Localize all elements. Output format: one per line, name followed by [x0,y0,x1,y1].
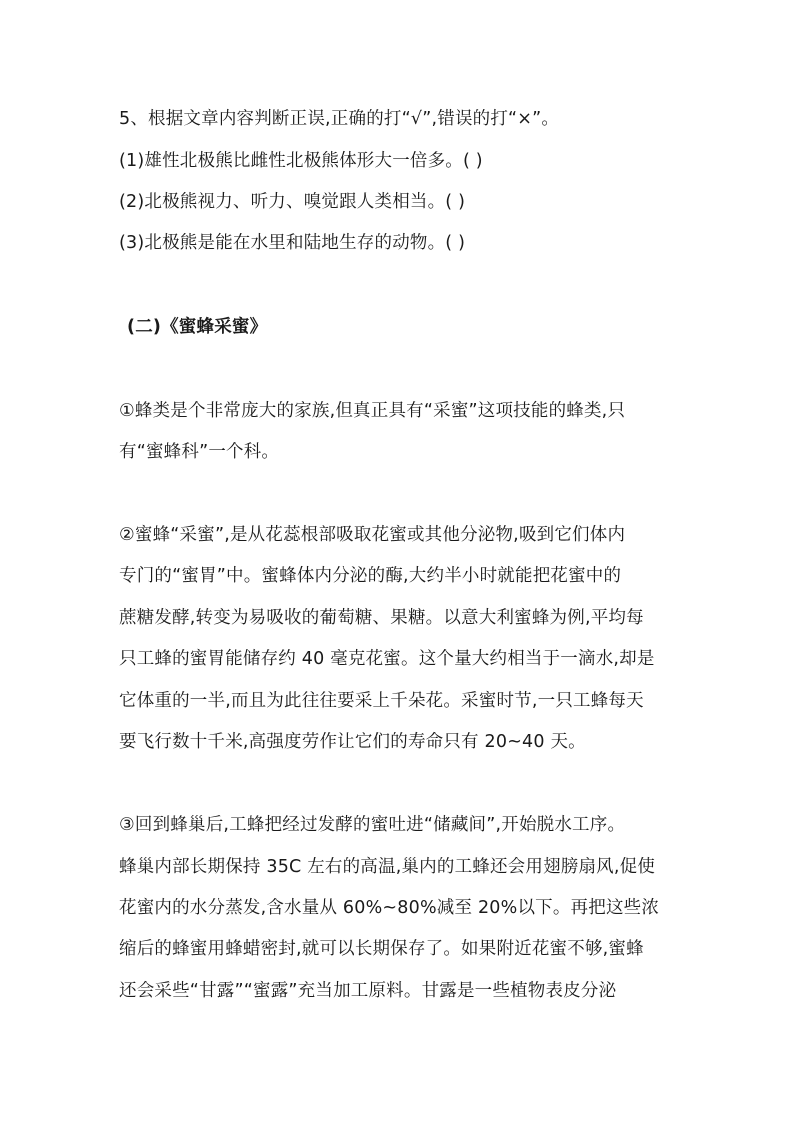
paragraph-line: 专门的“蜜胃”中。蜜蜂体内分泌的酶,大约半小时就能把花蜜中的 [119,566,622,586]
question-item-1: (1)雄性北极熊比雌性北极熊体形大一倍多。( ) [119,151,483,171]
section-title: (二)《蜜蜂采蜜》 [127,317,268,337]
paragraph-line: ②蜜蜂“采蜜”,是从花蕊根部吸取花蜜或其他分泌物,吸到它们体内 [119,525,626,545]
paragraph-line: 要飞行数十千米,高强度劳作让它们的寿命只有 20~40 天。 [119,732,586,752]
question-item-3: (3)北极熊是能在水里和陆地生存的动物。( ) [119,233,466,253]
paragraph-line: 有“蜜蜂科”一个科。 [119,442,280,462]
paragraph-line: 蜂巢内部长期保持 35C 左右的高温,巢内的工蜂还会用翅膀扇风,促使 [119,857,656,877]
paragraph-line: ③回到蜂巢后,工蜂把经过发酵的蜜吐进“储藏间”,开始脱水工序。 [119,815,626,835]
paragraph-line: 缩后的蜂蜜用蜂蜡密封,就可以长期保存了。如果附近花蜜不够,蜜蜂 [119,939,644,959]
question-item-2: (2)北极熊视力、听力、嗅觉跟人类相当。( ) [119,192,466,212]
paragraph-line: 蔗糖发酵,转变为易吸收的葡萄糖、果糖。以意大利蜜蜂为例,平均每 [119,608,644,628]
paragraph-line: 只工蜂的蜜胃能储存约 40 毫克花蜜。这个量大约相当于一滴水,却是 [119,649,655,669]
paragraph-line: 花蜜内的水分蒸发,含水量从 60%~80%减至 20%以下。再把这些浓 [119,898,660,918]
paragraph-line: 它体重的一半,而且为此往往要采上千朵花。采蜜时节,一只工蜂每天 [119,691,644,711]
question-instruction: 5、根据文章内容判断正误,正确的打“√”,错误的打“×”。 [119,109,560,129]
paragraph-line: 还会采些“甘露”“蜜露”充当加工原料。甘露是一些植物表皮分泌 [119,981,617,1001]
paragraph-line: ①蜂类是个非常庞大的家族,但真正具有“采蜜”这项技能的蜂类,只 [119,401,626,421]
